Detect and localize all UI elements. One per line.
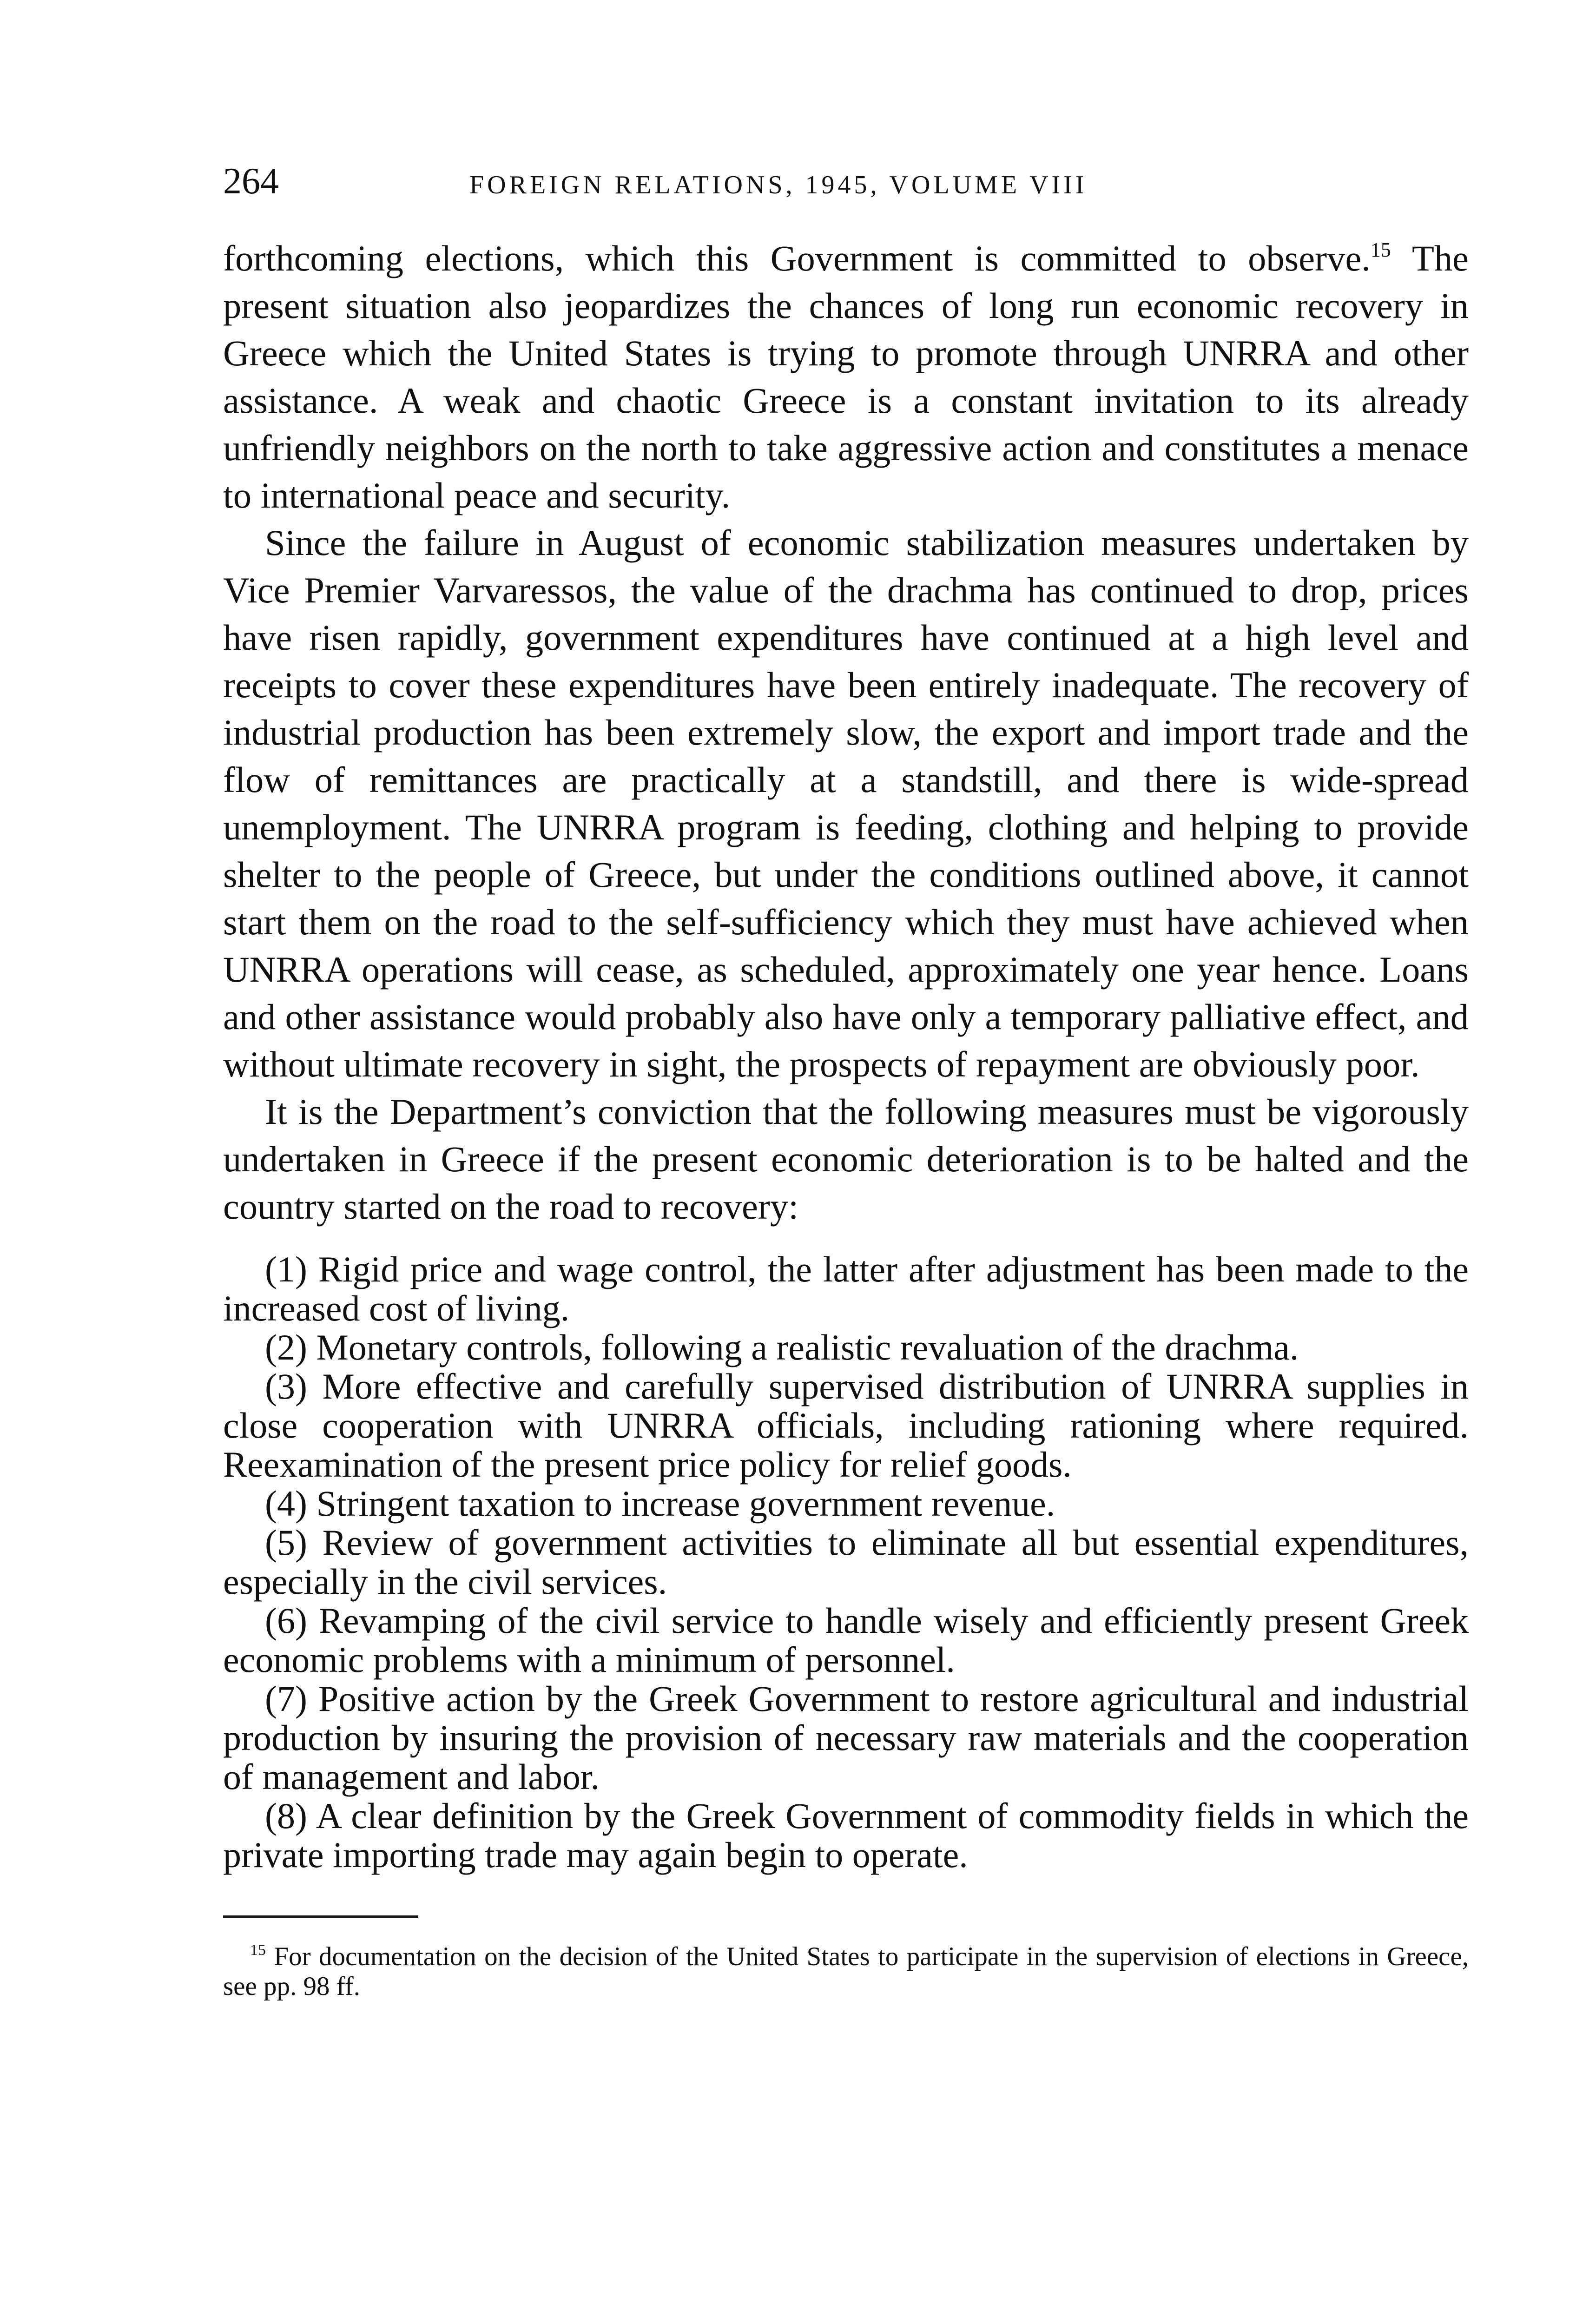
footnote-divider	[223, 1915, 418, 1918]
measure-item: (3) More effective and carefully supervised distribution of UNRRA supplies in close cooperation with UNRRA officials, including rationing where required. Reexamination of the present price policy for relief goods.	[223, 1366, 1469, 1485]
footnote-text: For documentation on the decision of the United States to participate in the supervision of elections in Greece, see pp. 98 ff.	[223, 1942, 1469, 2001]
paragraph-department-conviction: It is the Department’s conviction that the following measures must be vigorously undertaken in Greece if the present economic deterioration is to be halted and the country started on the road to recovery:	[223, 1091, 1469, 1227]
paragraph-text: The present situation also jeopardizes the chances of long run economic recovery in Greece which the United States is trying to promote through UNRRA and other assistance. A weak and chaotic Greece is a constant invitation to its already unfriendly neighbors on the north to take aggressive action and constitutes a menace to international peace and security.	[223, 238, 1469, 515]
document-page	[223, 153, 1469, 2028]
footnote	[223, 1942, 1469, 2001]
measure-item: (2) Monetary controls, following a realistic revaluation of the drachma.	[265, 1327, 1299, 1367]
measure-item: (7) Positive action by the Greek Government to restore agricultural and industrial production by insuring the provision of necessary raw materials and the cooperation of management and labor.	[223, 1678, 1469, 1797]
measure-item: (8) A clear definition by the Greek Government of commodity fields in which the private importing trade may again begin to operate.	[223, 1796, 1469, 1875]
page-header	[223, 153, 1469, 209]
measure-item: (4) Stringent taxation to increase government revenue.	[265, 1483, 1055, 1524]
paragraph-economic-situation: Since the failure in August of economic stabilization measures undertaken by Vice Premier Varvaressos, the value of the drachma has continued to drop, prices have risen rapidly, government expenditures have continued at a high level and receipts to cover these expenditures have been entirely inadequate. The recovery of industrial production has been extremely slow, the export and import trade and the flow of remittances are practically at a standstill, and there is wide-spread unemployment. The UNRRA program is feeding, clothing and helping to provide shelter to the people of Greece, but under the conditions outlined above, it cannot start them on the road to the self-sufficiency which they must have achieved when UNRRA operations will cease, as scheduled, approximately one year hence. Loans and other assistance would probably also have only a temporary palliative effect, and without ultimate recovery in sight, the prospects of repayment are obviously poor.	[223, 522, 1469, 1084]
paragraph-text: forthcoming elections, which this Government is committed to observe.	[223, 238, 1371, 278]
footnote-reference: 15	[1370, 238, 1391, 261]
measure-item: (5) Review of government activities to eliminate all but essential expenditures, especially in the civil services.	[223, 1522, 1469, 1602]
page-number: 264	[223, 161, 279, 202]
paragraph-continued	[223, 235, 1469, 519]
measure-item: (1) Rigid price and wage control, the latter after adjustment has been made to the increased cost of living.	[223, 1249, 1469, 1328]
running-title: FOREIGN RELATIONS, 1945, VOLUME VIII	[469, 171, 1088, 199]
measure-item: (6) Revamping of the civil service to handle wisely and efficiently present Greek economic problems with a minimum of personnel.	[223, 1600, 1469, 1680]
measures-list	[223, 1250, 1469, 1875]
body-text	[223, 235, 1469, 1230]
footnote-number: 15	[250, 1941, 266, 1959]
